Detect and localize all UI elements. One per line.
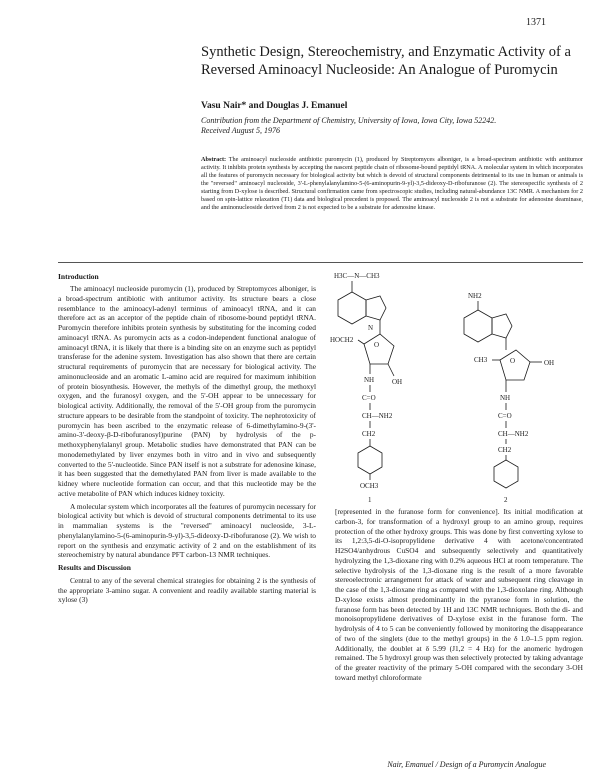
introduction-heading: Introduction [58, 272, 99, 281]
anomeric-oh-label: OH [544, 359, 555, 367]
ch-nh2-label: CH—NH2 [362, 412, 393, 420]
ch3-label: CH3 [474, 356, 488, 364]
abstract [201, 156, 583, 212]
abstract-label: Abstract: [201, 156, 227, 163]
authors: Vasu Nair* and Douglas J. Emanuel [201, 101, 348, 111]
carbonyl-label: C=O [362, 394, 376, 402]
chemical-structures-figure [330, 268, 586, 504]
page-number: 1371 [526, 17, 546, 28]
intro-paragraph-2: A molecular system which incorporates all the features of puromycin necessary for biological activity but which is devoid of structural components detrimental to its use in mammalian systems is the "reversed" aminoacyl nucleoside, 3-L-phenylalanylamino-5-(6-aminopurin-9-yl)-3,5-dideoxy-D-ribofuranose (2). We wish to report on the synthesis and enzymatic activity of 2 and on the establishment of its stereochemistry by natural abundance PFT carbon-13 NMR techniques. [58, 501, 316, 560]
methoxy-label: OCH3 [360, 482, 379, 490]
ch2-label-2: CH2 [498, 446, 512, 454]
intro-paragraph-1: The aminoacyl nucleoside puromycin (1), produced by Streptomyces alboniger, is a broad-spectrum antibiotic with antitumor activity. Its structure bears a close resemblance to the aminoacyl-adenyl terminus of aminoacyl tRNA, and it can therefore act as an acceptor of the peptide chain of ribosome-bound peptidyl tRNA. Puromycin therefore inhibits protein synthesis by substituting for the incoming coded aminoacyl tRNA. As puromycin acts as a codon-independent functional analogue of aminoacyl tRNA, it is likely that there is a binding site on an enzyme such as peptidyl transferase for the adenine system. Investigation has also shown that there are certain structural requirements of puromycin that are necessary for biological activity. The aminonucleoside and an aromatic L-amino acid are required for maximum inhibition of protein biosynthesis. However, the methyls of the dimethyl group, the methoxyl oxygen, and the furanosyl oxygen, and the 5'-OH appear to be unnecessary for biological activity. Additionally, the removal of the 5'-OH group from the puromycin structure appears to be desirable from the standpoint of toxicity. The nephrotoxicity of puromycin has been ascribed to the enzymatic release of 6-dimethylamino-9-(3'-amino-3'-deoxy-β-D-ribofuranosyl)purine (PAN) by hydrolysis of the p-methoxyphenylalanyl group. Metabolic studies have demonstrated that PAN can be monodemethylated by liver enzymes both in vitro and in vivo and subsequently converted to the 5'-nucleotide. Since PAN itself is not a substrate for adenosine kinase, it has been suggested that the demethylated PAN from liver is made available to the kidney where nucleotide formation can occur, and that this nucleotide may be the active metabolite of PAN which induces kidney toxicity. [58, 284, 316, 498]
oh-label: OH [392, 378, 403, 386]
ch-nh2-label-2: CH—NH2 [498, 430, 529, 438]
nh-label: NH [364, 376, 375, 384]
left-column [58, 284, 316, 605]
article-title: Synthetic Design, Stereochemistry, and Enzymatic Activity of a Reversed Aminoacyl Nucleoside: An Analogue of Puromycin [201, 44, 571, 78]
ring-n-label: N [368, 324, 374, 332]
running-footer: Nair, Emanuel / Design of a Puromycin Analogue [387, 760, 546, 769]
compound-1-label: 1 [368, 496, 372, 504]
structure-reversed-nucleoside [464, 292, 554, 504]
hoch2-label: HOCH2 [330, 336, 354, 344]
furanose-o-label: O [374, 341, 380, 349]
amino-label: NH2 [468, 292, 482, 300]
abstract-text: The aminoacyl nucleoside antibiotic puromycin (1), produced by Streptomyces alboniger, is a broad-spectrum antibiotic with antitumor activity. It inhibits protein synthesis by accepting the nascent peptide chain of ribosome-bound peptidyl tRNA. A molecular system in which incorporates all the features of puromycin necessary for biological activity but which is devoid of structural components detrimental to its use in human or animals is the "reversed" aminoacyl nucleoside, 3'-L-phenylalanylamino-5-(6-aminopurin-9-yl)-3,5-dideoxy-D-ribofuranose (2). The stereospecific synthesis of 2 starting from D-xylose is described. Structural confirmation came from spectroscopic studies, including natural-abundance 13C NMR. A mechanism for 2 based on spin-lattice relaxation (T1) data and biological precedent is proposed. The aminoacyl nucleoside 2 is not a substrate for adenosine deaminase, and the aminonucleoside derived from 2 is not expected to be a substrate for adenosine kinase. [201, 156, 583, 211]
results-paragraph-1: Central to any of the several chemical strategies for obtaining 2 is the synthesis of the appropriate 3-amino sugar. A convenient and readily available starting material is xylose (3) [58, 575, 316, 605]
ch2-label: CH2 [362, 430, 376, 438]
affiliation: Contribution from the Department of Chemistry, University of Iowa, Iowa City, Iowa 52242. [201, 116, 497, 125]
carbonyl-label-2: C=O [498, 412, 512, 420]
results-heading: Results and Discussion [58, 563, 131, 572]
dimethylamino-label: H3C—N—CH3 [334, 272, 380, 280]
right-column [335, 507, 583, 683]
right-column-paragraph: [represented in the furanose form for convenience]. Its initial modification at carbon-3, for transformation of a hydroxyl group to an amino group, requires protection of the other hydroxy groups. This was done by first converting xylose to its 1,2:3,5-di-O-isopropylidene derivative 4 with acetone/concentrated H2SO4/anhydrous CuSO4 and subsequently selectively and quantitatively hydrolyzing the 1,3-dioxane ring with 0.2% aqueous HCl at room temperature. The selective hydrolysis of the 1,3-dioxane ring is the result of a more favorable stereoelectronic arrangement for attack of water and subsequent ring cleavage in the case of the 1,3-dioxane ring as compared with the 1,3-dioxolane ring. Although D-xylose exists almost predominantly in the pyranose form in solution, the furanose form has been detected by 1H and 13C NMR techniques. Both the di- and monoisopropylidene derivatives of D-xylose exist in the furanose form. The hydrolysis of 4 to 5 can be conveniently followed by monitoring the disappearance of two of the singlets (due to the methyl groups) in the δ 1.0–1.5 ppm region. Additionally, the doublet at δ 5.99 (J1,2 = 4 Hz) for the anomeric hydrogen remained. The 5 hydroxyl group was then selectively protected by taking advantage of the greater reactivity of the primary 5-OH compared with the secondary 3-OH toward methyl chloroformate [335, 507, 583, 682]
structure-puromycin [330, 272, 402, 504]
nh-label-2: NH [500, 394, 511, 402]
furanose-o-label-2: O [510, 357, 516, 365]
section-divider [58, 262, 583, 263]
received-date: Received August 5, 1976 [201, 126, 280, 135]
compound-2-label: 2 [504, 496, 508, 504]
